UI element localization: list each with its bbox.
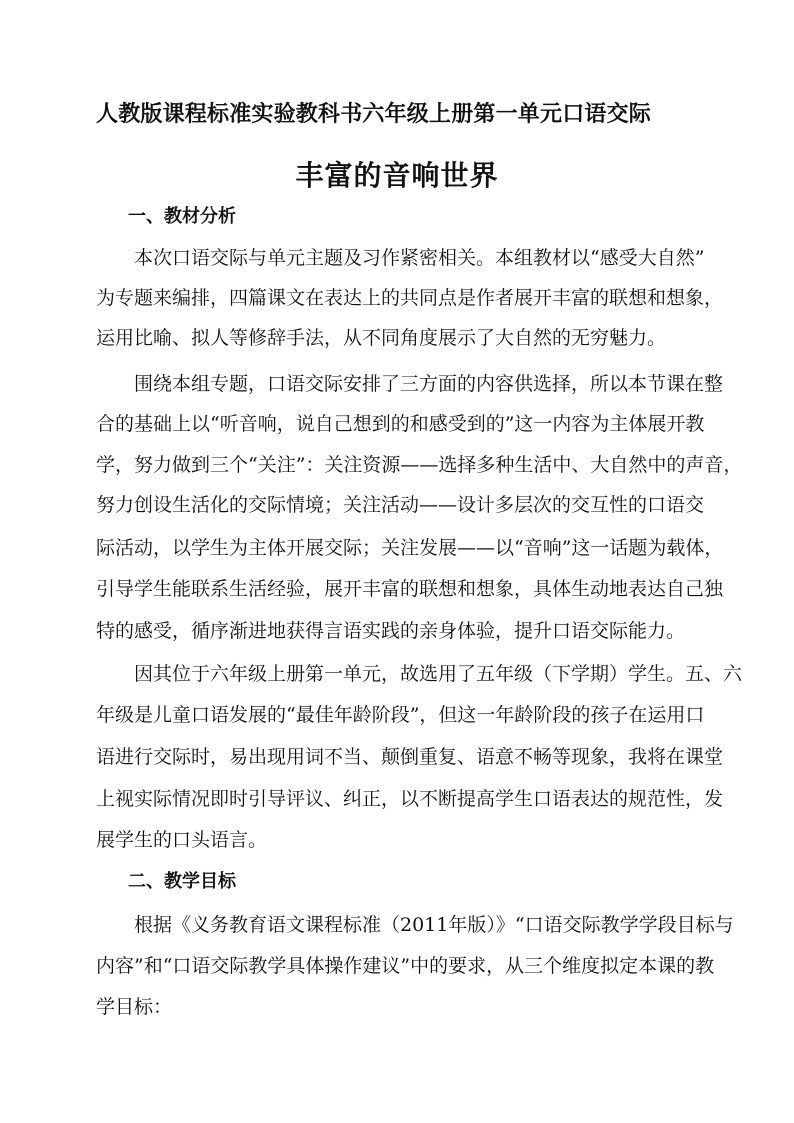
section-heading-teaching-materials: 一、教材分析 xyxy=(128,206,236,227)
paragraph-line: 努力创设生活化的交际情境；关注活动——设计多层次的交互性的口语交 xyxy=(96,494,705,516)
paragraph-line: 特的感受，循序渐进地获得言语实践的亲身体验，提升口语交际能力。 xyxy=(96,620,686,642)
paragraph-line: 运用比喻、拟人等修辞手法，从不同角度展示了大自然的无穷魅力。 xyxy=(96,327,667,349)
paragraph-line: 为专题来编排，四篇课文在表达上的共同点是作者展开丰富的联想和想象， xyxy=(96,287,724,309)
document-title: 人教版课程标准实验教科书六年级上册第一单元口语交际 xyxy=(96,101,652,127)
paragraph-line: 本次口语交际与单元主题及习作紧密相关。本组教材以“感受大自然” xyxy=(134,247,705,269)
paragraph-line: 上视实际情况即时引导评议、纠正，以不断提高学生口语表达的规范性，发 xyxy=(96,788,724,810)
section-heading-teaching-goals: 二、教学目标 xyxy=(128,871,236,892)
lesson-title: 丰富的音响世界 xyxy=(295,159,499,192)
paragraph-line: 学目标： xyxy=(96,996,173,1018)
paragraph-line: 引导学生能联系生活经验，展开丰富的联想和想象，具体生动地表达自己独 xyxy=(96,578,724,600)
paragraph-line: 根据《义务教育语文课程标准（2011年版）》“口语交际教学学段目标与 xyxy=(134,914,734,936)
paragraph-line: 学，努力做到三个“关注”：关注资源——选择多种生活中、大自然中的声音， xyxy=(96,454,743,476)
paragraph-line: 展学生的口头语言。 xyxy=(96,829,268,851)
paragraph-line: 年级是儿童口语发展的“最佳年龄阶段”，但这一年龄阶段的孩子在运用口 xyxy=(96,704,705,726)
paragraph-line: 际活动，以学生为主体开展交际；关注发展——以“音响”这一话题为载体， xyxy=(96,537,724,559)
paragraph-line: 合的基础上以“听音响，说自己想到的和感受到的”这一内容为主体展开教 xyxy=(96,413,705,435)
paragraph-line: 语进行交际时，易出现用词不当、颠倒重复、语意不畅等现象，我将在课堂 xyxy=(96,746,724,768)
paragraph-line: 内容”和“口语交际教学具体操作建议”中的要求，从三个维度拟定本课的教 xyxy=(96,955,715,977)
paragraph-line: 因其位于六年级上册第一单元，故选用了五年级（下学期）学生。五、六 xyxy=(134,663,743,685)
paragraph-line: 围绕本组专题，口语交际安排了三方面的内容供选择，所以本节课在整 xyxy=(134,373,724,395)
